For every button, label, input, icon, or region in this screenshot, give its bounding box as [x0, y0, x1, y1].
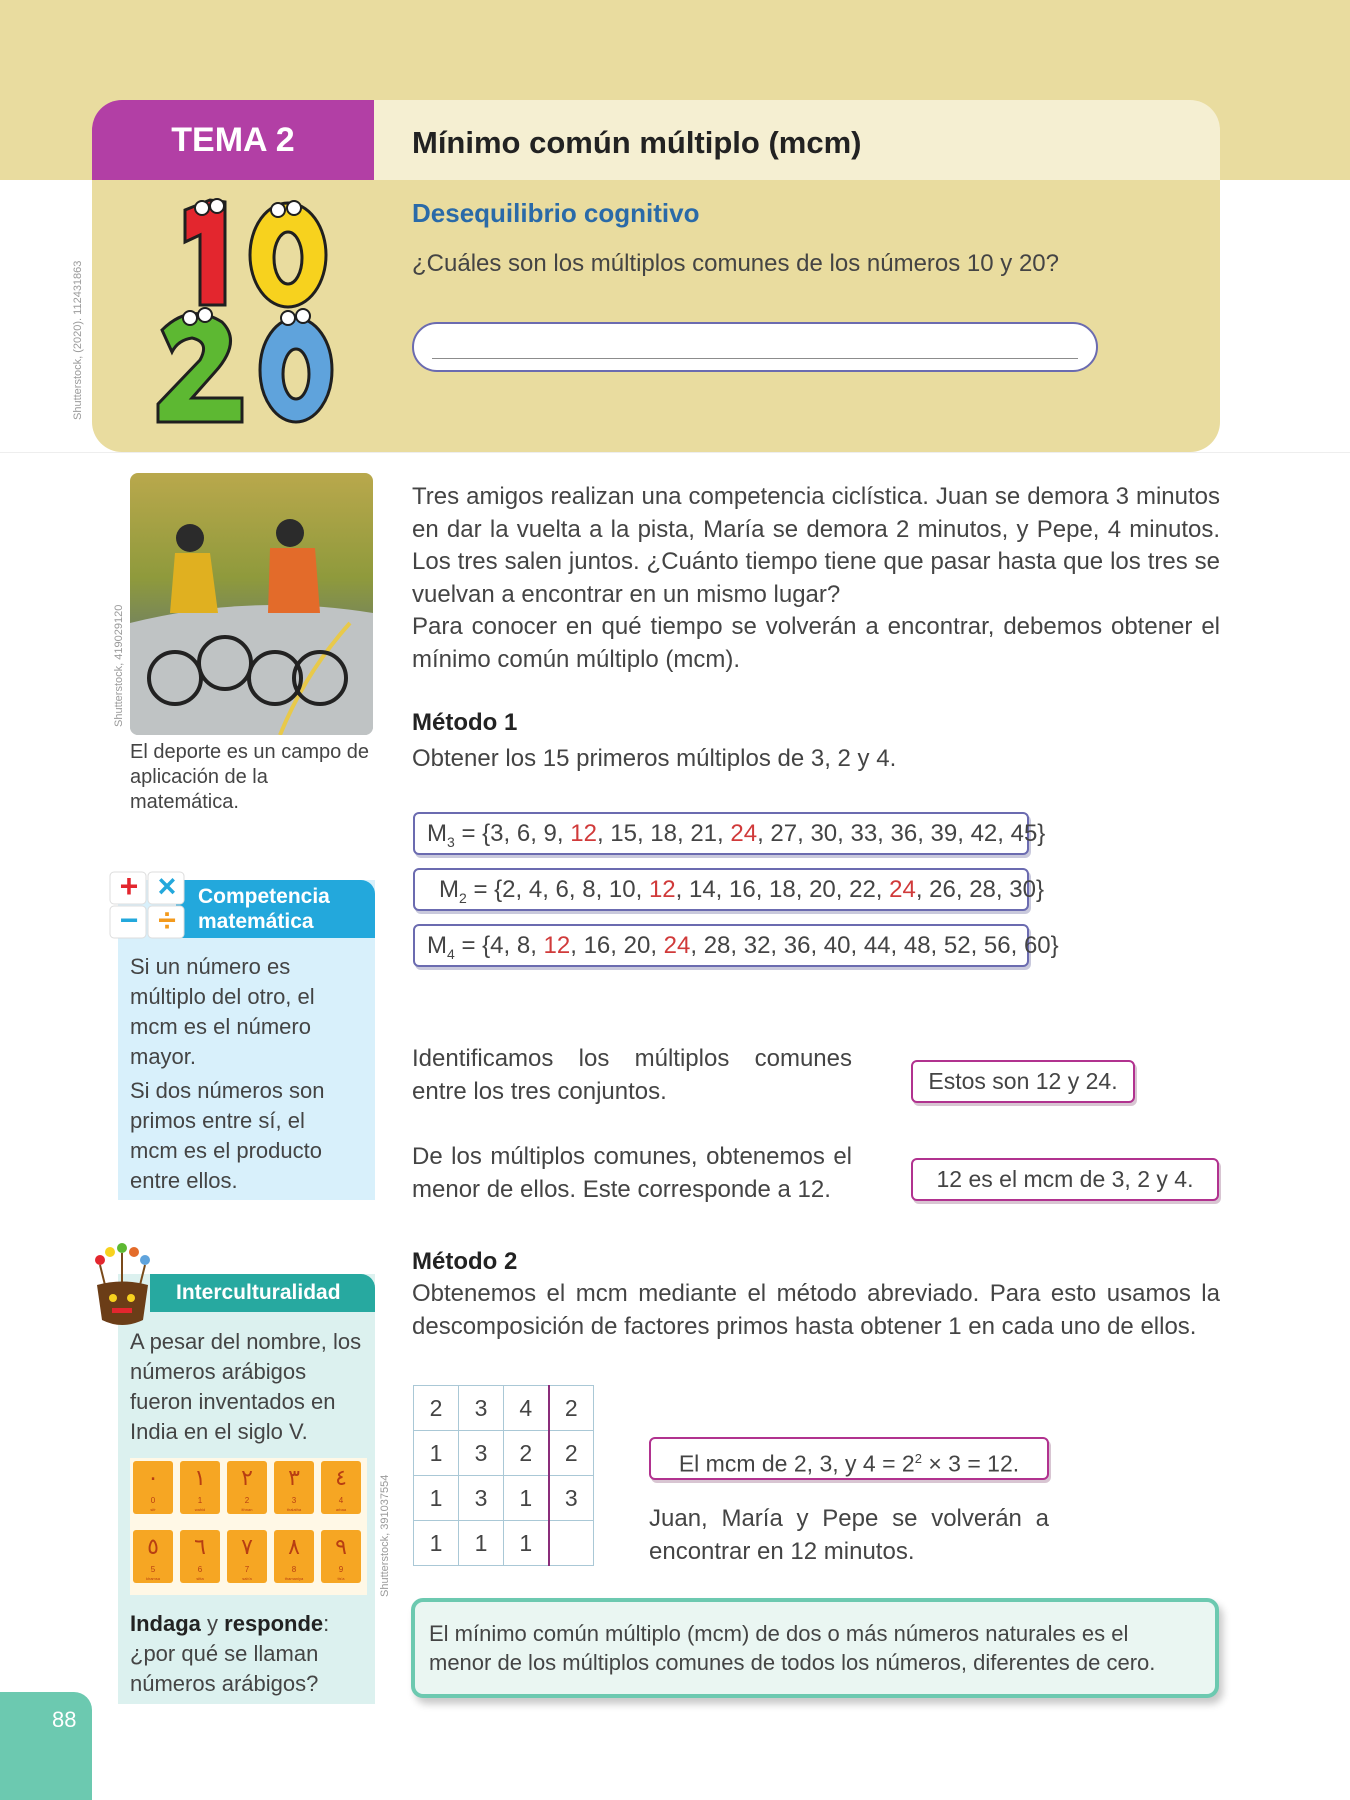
table-cell: 2 — [504, 1431, 549, 1476]
numeral-card: ٤ 4 arbaa — [321, 1461, 361, 1514]
intro-question: ¿Cuáles son los múltiplos comunes de los números 10 y 20? — [412, 250, 1059, 277]
table-cell: 3 — [459, 1386, 504, 1431]
page-number: 88 — [52, 1707, 77, 1732]
numeral-card: ٠ 0 sifr — [133, 1461, 173, 1514]
factor-table — [413, 1385, 594, 1566]
competencia-icon — [108, 870, 188, 942]
numeral-card: ٥ 5 khamsa — [133, 1530, 173, 1583]
page-number-tab — [0, 1692, 92, 1800]
problem-paragraph-2: Para conocer en qué tiempo se volverán a encontrar, debemos obtener el mínimo común múltiplo (mcm). — [412, 613, 1220, 673]
digit-1-shape — [185, 200, 225, 305]
mask-icon — [85, 1240, 160, 1330]
set-m2: $M_2 = \{2$, 4, 6, 8, 10, 12, 14, 16, 18, 20, 22, 24, 26, 28, 30} — [413, 868, 1029, 911]
competencia-title-1: Competencia — [198, 885, 330, 908]
numeral-card: ٨ 8 thamaniya — [274, 1530, 314, 1583]
interculturalidad-prompt: Indaga y responde: ¿por qué se llaman números arábigos? — [130, 1611, 330, 1696]
table-row — [414, 1431, 594, 1476]
numeral-card: ٧ 7 sab'a — [227, 1530, 267, 1583]
table-cell: 1 — [459, 1521, 504, 1566]
answer-line — [432, 358, 1078, 359]
definition-box — [411, 1598, 1219, 1698]
table-cell: 1 — [414, 1521, 459, 1566]
method1-result1: Estos son 12 y 24. — [911, 1060, 1135, 1103]
method1-step2: De los múltiplos comunes, obtenemos el menor de ellos. Este corresponde a 12. — [412, 1143, 852, 1203]
table-row — [414, 1521, 594, 1566]
method1-text: Obtener los 15 primeros múltiplos de 3, 2 y 4. — [412, 745, 897, 772]
plus-icon: + — [119, 868, 139, 904]
divide-icon: ÷ — [158, 902, 176, 938]
table-cell: 1 — [504, 1521, 549, 1566]
table-row — [414, 1386, 594, 1431]
numeral-card: ٦ 6 sitta — [180, 1530, 220, 1583]
set-m3: $M_3 = \{3$, 6, 9, 12, 15, 18, 21, 24, 27, 30, 33, 36, 39, 42, 45} — [413, 812, 1029, 855]
numeral-card: ١ 1 wahid — [180, 1461, 220, 1514]
interculturalidad-text: A pesar del nombre, los números arábigos fueron inventados en India en el siglo V. — [130, 1329, 362, 1444]
minus-icon: − — [119, 902, 139, 938]
competencia-title-2: matemática — [198, 910, 314, 933]
method1-title: Método 1 — [412, 709, 518, 736]
table-cell: 1 — [414, 1476, 459, 1521]
times-icon: × — [157, 868, 177, 904]
numeral-card: ٣ 3 thalatha — [274, 1461, 314, 1514]
divider — [0, 452, 1350, 453]
competencia-p1: Si un número es múltiplo del otro, el mcm es el número mayor. — [130, 954, 315, 1069]
method2-result: El mcm de 2, 3, y $4 = 2^2 \times 3 = 12$. — [649, 1437, 1049, 1480]
intro-image-credit: Shutterstock, (2020). 112431863 — [72, 260, 84, 420]
table-cell: 4 — [504, 1386, 549, 1431]
arabic-numerals-image — [130, 1458, 367, 1595]
table-cell: 1 — [414, 1431, 459, 1476]
competencia-p2: Si dos números son primos entre sí, el mcm es el producto entre ellos. — [130, 1078, 325, 1193]
answer-field[interactable] — [412, 322, 1098, 372]
table-cell: 2 — [414, 1386, 459, 1431]
table-cell: 3 — [459, 1476, 504, 1521]
prime-cell: 3 — [549, 1476, 594, 1521]
numeral-card: ٢ 2 ithnan — [227, 1461, 267, 1514]
interculturalidad-title: Interculturalidad — [176, 1281, 341, 1304]
definition-text: El mínimo común múltiplo (mcm) de dos o más números naturales es el menor de los múltiplos comunes de todos los números, diferentes de cero. — [429, 1621, 1156, 1675]
digit-2-shape — [158, 314, 242, 422]
table-row — [414, 1476, 594, 1521]
method2-text: Obtenemos el mcm mediante el método abreviado. Para esto usamos la descomposición de factores primos hasta obtener 1 en cada uno de ellos. — [412, 1280, 1220, 1340]
set-m4: $M_4 = \{4$, 8, 12, 16, 20, 24, 28, 32, 36, 40, 44, 48, 52, 56, 60} — [413, 924, 1029, 967]
numeral-card: ٩ 9 tis'a — [321, 1530, 361, 1583]
method1-result2: 12 es el mcm de 3, 2 y 4. — [911, 1158, 1219, 1201]
prime-cell: 2 — [549, 1386, 594, 1431]
photo-caption: El deporte es un campo de aplicación de la matemática. — [130, 741, 370, 813]
prime-cell: 2 — [549, 1431, 594, 1476]
method2-title: Método 2 — [412, 1248, 518, 1275]
tema-label: TEMA 2 — [171, 121, 295, 159]
method1-step1: Identificamos los múltiplos comunes entre los tres conjuntos. — [412, 1045, 852, 1105]
table-cell: 3 — [459, 1431, 504, 1476]
prime-cell — [549, 1521, 594, 1566]
numbers-illustration — [150, 190, 340, 430]
photo-credit: Shutterstock, 419029120 — [113, 604, 125, 727]
numerals-credit: Shutterstock, 391037554 — [379, 1474, 391, 1597]
cyclists-photo — [130, 473, 373, 735]
table-cell: 1 — [504, 1476, 549, 1521]
method2-conclusion: Juan, María y Pepe se volverán a encontrar en 12 minutos. — [649, 1505, 1049, 1565]
page-title: Mínimo común múltiplo (mcm) — [412, 125, 862, 160]
intro-subtitle: Desequilibrio cognitivo — [412, 198, 700, 228]
problem-paragraph-1: Tres amigos realizan una competencia ciclística. Juan se demora 3 minutos en dar la vuelta a la pista, María se demora 2 minutos, y Pepe, 4 minutos. Los tres salen juntos. ¿Cuánto tiempo tiene que pasar hasta que los tres se vuelvan a encontrar en un mismo lugar? — [412, 483, 1220, 608]
